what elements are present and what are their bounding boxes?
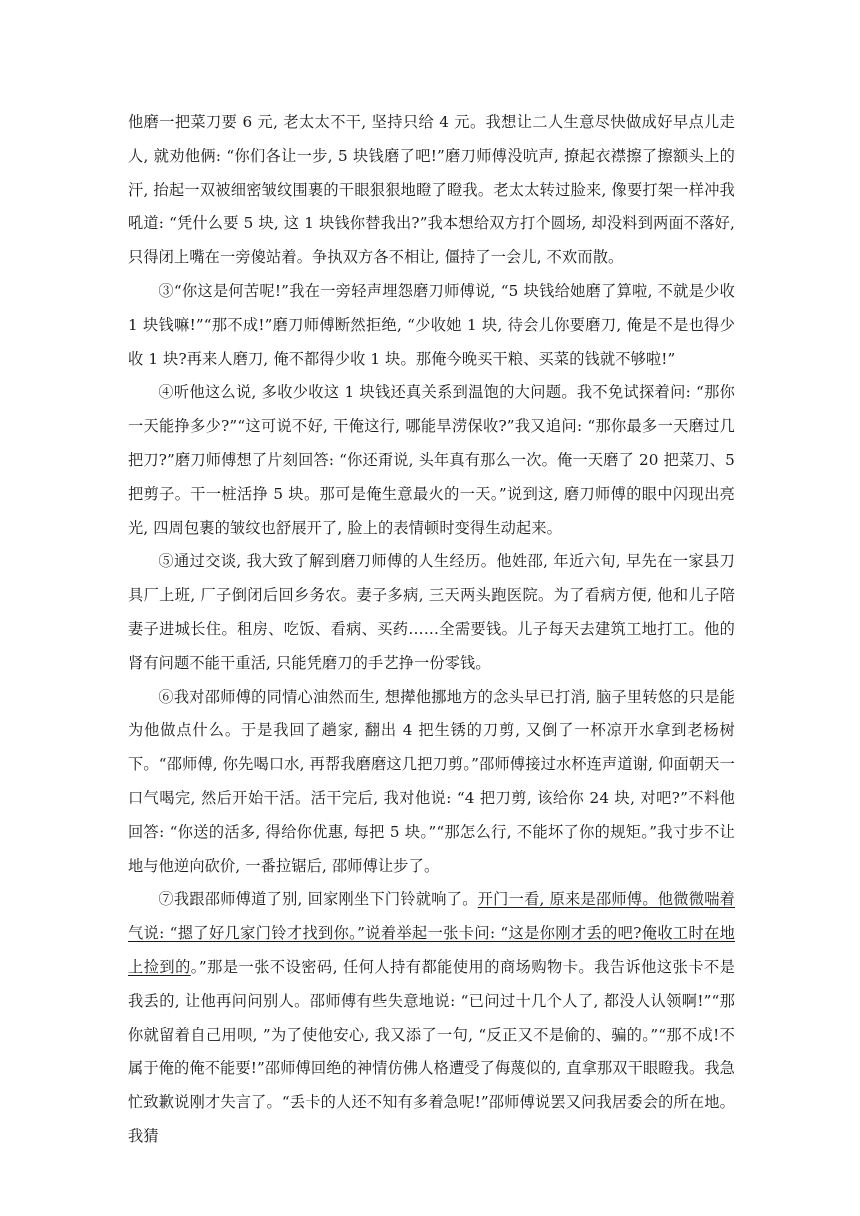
paragraph-p3	[128, 275, 735, 376]
underlined-sentence: 开门一看, 原来是邵师傅。他微微喘着气说: “摁了好几家门铃才找到你。”说着举起一张卡问: “这是你刚才丢的吧?俺收工时在地上捡到的	[128, 890, 735, 976]
document-page	[128, 106, 735, 1154]
paragraph-p7	[128, 883, 735, 1153]
paragraph-text: ⑦我跟邵师傅道了别, 回家刚坐下门铃就响了。	[158, 890, 478, 909]
paragraph-text: 。”那是一张不设密码, 任何人持有都能使用的商场购物卡。我告诉他这张卡不是我丢的, 让他再问问别人。邵师傅有些失意地说: “已问过十几个人了, 都没人认领啊!”“那你就留着自己用呗, ”为了使他安心, 我又添了一句, “反正又不是偷的、骗的。”“那不成!不属于俺的俺不能要!”邵师傅回绝的神情仿佛人格遭受了侮蔑似的, 直拿那双干眼瞪我。我急忙致歉说刚才失言了。“丢卡的人还不知有多着急呢!”邵师傅说罢又问我居委会的所在地。我猜	[128, 957, 735, 1145]
paragraph-p4	[128, 376, 735, 545]
paragraph-p6	[128, 681, 735, 884]
paragraph-p5	[128, 545, 735, 680]
paragraph-text: 他磨一把菜刀要 6 元, 老太太不干, 坚持只给 4 元。我想让二人生意尽快做成好早点儿走人, 就劝他俩: “你们各让一步, 5 块钱磨了吧!”磨刀师傅没吭声, 撩起衣襟擦了擦额头上的汗, 抬起一双被细密皱纹围裹的干眼狠狠地瞪了瞪我。老太太转过脸来, 像要打架一样冲我吼道: “凭什么要 5 块, 这 1 块钱你替我出?”我本想给双方打个圆场, 却没料到两面不落好, 只得闭上嘴在一旁傻站着。争执双方各不相让, 僵持了一会儿, 不欢而散。	[128, 113, 735, 267]
paragraph-text: ⑤通过交谈, 我大致了解到磨刀师傅的人生经历。他姓邵, 年近六旬, 早先在一家县刀具厂上班, 厂子倒闭后回乡务农。妻子多病, 三天两头跑医院。为了看病方便, 他和儿子陪妻子进城长住。租房、吃饭、看病、买药……全需要钱。儿子每天去建筑工地打工。他的肾有问题不能干重活, 只能凭磨刀的手艺挣一份零钱。	[128, 552, 735, 672]
paragraph-text: ③“你这是何苦呢!”我在一旁轻声埋怨磨刀师傅说, “5 块钱给她磨了算啦, 不就是少收 1 块钱嘛!”“那不成!”磨刀师傅断然拒绝, “少收她 1 块, 待会儿你要磨刀, 俺是不是也得少收 1 块?再来人磨刀, 俺不都得少收 1 块。那俺今晚买干粮、买菜的钱就不够啦!”	[128, 281, 735, 368]
paragraph-p2	[128, 106, 735, 275]
article-body	[128, 106, 735, 1154]
paragraph-text: ⑥我对邵师傅的同情心油然而生, 想撵他挪地方的念头早已打消, 脑子里转悠的只是能为他做点什么。于是我回了趟家, 翻出 4 把生锈的刀剪, 又倒了一杯凉开水拿到老杨树下。“邵师傅, 你先喝口水, 再帮我磨磨这几把刀剪。”邵师傅接过水杯连声道谢, 仰面朝天一口气喝完, 然后开始干活。活干完后, 我对他说: “4 把刀剪, 该给你 24 块, 对吧?”不料他回答: “你送的活多, 得给你优惠, 每把 5 块。”“那怎么行, 不能坏了你的规矩。”我寸步不让地与他逆向砍价, 一番拉锯后, 邵师傅让步了。	[128, 687, 735, 875]
paragraph-text: ④听他这么说, 多收少收这 1 块钱还真关系到温饱的大问题。我不免试探着问: “那你一天能挣多少?”“这可说不好, 干俺这行, 哪能旱涝保收?”我又追问: “那你最多一天磨过几把刀?”磨刀师傅想了片刻回答: “你还甭说, 头年真有那么一次。俺一天磨了 20 把菜刀、5 把剪子。干一桩活挣 5 块。那可是俺生意最火的一天。”说到这, 磨刀师傅的眼中闪现出亮光, 四周包裹的皱纹也舒展开了, 脸上的表情顿时变得生动起来。	[128, 383, 735, 537]
